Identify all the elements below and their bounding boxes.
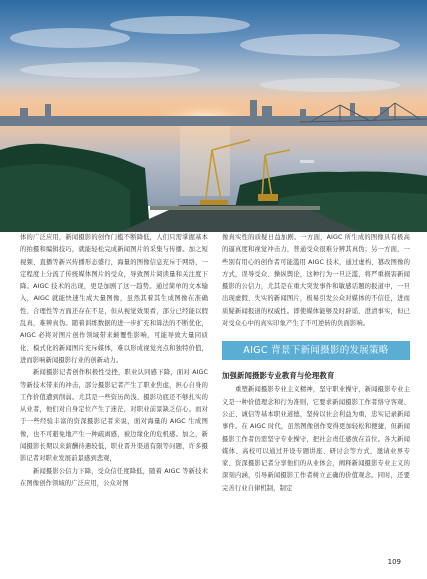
sub-heading: 加强新闻摄影专业教育与伦理教育 [222, 371, 335, 381]
page-number: 109 [387, 558, 401, 566]
body-paragraph: 重塑新闻摄影专业主义精神，坚守职业操守，新闻摄影专业主义是一种价值理念和行为准则，它要求新闻摄影工作者恪守客观、公正、诚信等基本职业道德，坚持以社会利益为重，忠实记录新闻事件。在 AIGC 时代，虽然图像创作变得更加轻松和便捷，但新闻摄影工作者仍需坚守专业操守，把社会责任感放在首位。各大新闻媒体、高校可以通过开设专题讲座、研讨会等方式，邀请业界专家、资深摄影记者分享他们的从业体会，阐释新闻摄影专业主义的深刻内涵，引导新闻摄影工作者树立正确的价值观念。同时，还要完善行业自律机制，制定 [222, 386, 410, 492]
city-sunset-image [0, 0, 427, 232]
body-paragraph: 新闻摄影公信力下降，受众信任度降低，随着 AIGC 等新技术在图像创作领域的广泛应用，公众对图 [20, 467, 208, 487]
left-text-column [20, 232, 208, 490]
body-paragraph: 体的广泛应用，新闻摄影的创作门槛不断降低，人们只需掌握基本的拍摄和编辑技巧，就能轻松完成新闻图片的采集与传播。加之短视频、直播等新兴传播形态盛行，海量的图像信息充斥于网络，一定程度上分流了传统媒体图片的受众，导致图片阅读量和关注度下降。AIGC 技术的出现，更是加剧了这一趋势。通过简单的文本输入，AIGC 就能快速生成大量图像，虽然其着其生成图像在准确性、合理性等方面还存在不足，但从视觉效果看，部分已经能以假乱真，难辨真伪。随着训练数据的进一步扩充和算法的不断优化，AIGC 必将对图片创作领域带来颠覆性影响，可能导致大量同质化、模式化的新闻图片充斥媒体，难以形成视觉亮点和独特价值，进而影响新闻摄影行业的创新动力。 [20, 234, 208, 364]
right-text-column [222, 232, 410, 495]
body-paragraph: 新闻摄影记者创作积极性受挫，职业认同感下降，面对 AIGC 等新技术带来的冲击，部分摄影记者产生了职业焦虑，担心自身的工作价值遭到削弱。尤其是一些资历尚浅、摄影功底还不够扎实的从业者，他们对自身定位产生了迷茫，对职业前景缺乏信心。而对于一些经验丰富的资深摄影记者来说，面对海量的 AIGC 生成图像，也不可避免地产生一种疏离感，被边缘化的危机感。加之，新闻摄影长期以来薪酬待遇较低，职业晋升渠道有限等问题，许多摄影记者对职业发展前景感到悲观， [20, 369, 208, 463]
header-photo [0, 0, 427, 232]
body-paragraph: 像真实性的质疑日益加剧。一方面，AIGC 所生成的图像具有极高的逼真度和视觉冲击力，普通受众很难分辨其真伪；另一方面，一些别有用心的创作者可能滥用 AIGC 技术，通过虚构、篡改图像的方式，误导受众、操纵舆论，这种行为一旦泛滥，将严重损害新闻摄影的公信力，尤其是在重大突发事件和敏感话题的报道中，一旦出现虚假、失实的新闻图片，极易引发公众对媒体的不信任，进而质疑新闻报道的权威性。即使媒体能够及时辟谣、澄清事实，但已对受众心中的真实印象产生了不可逆转的负面影响。 [222, 234, 410, 328]
section-heading-banner: AIGC 背景下新闻摄影的发展策略 [222, 341, 410, 360]
